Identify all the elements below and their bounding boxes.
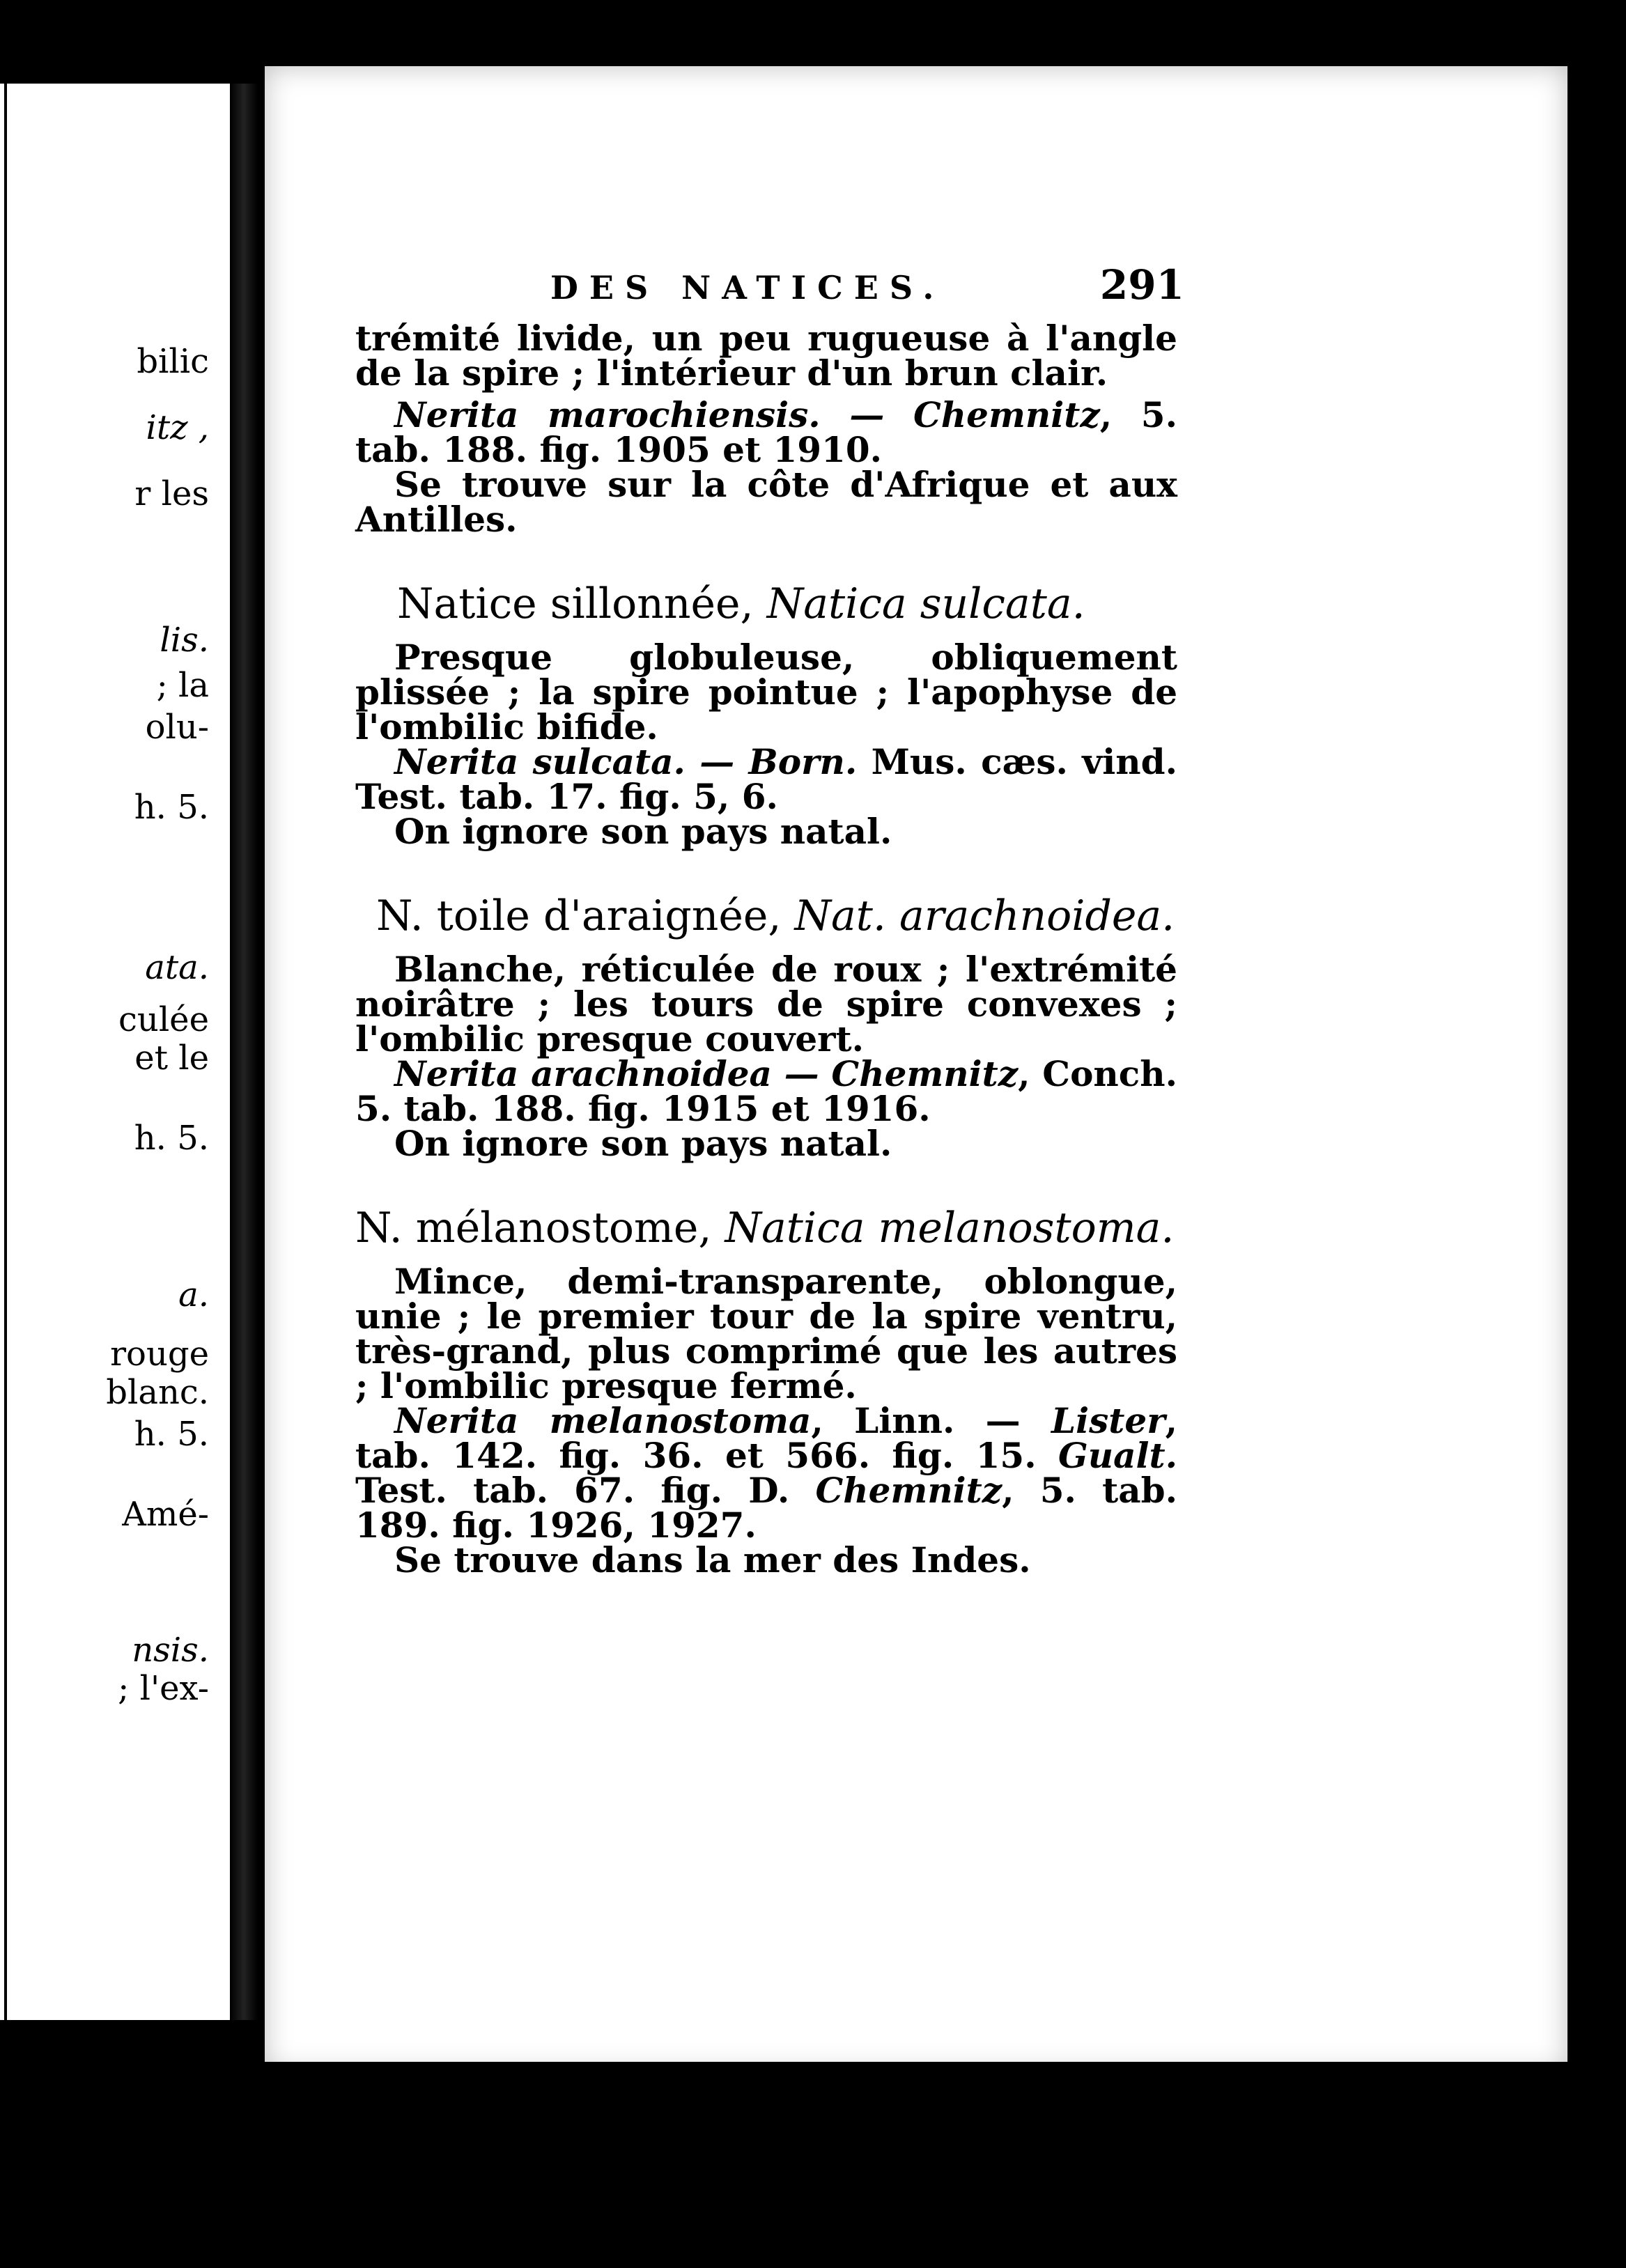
entry-latin-name: Natica melanostoma. [725,1204,1175,1252]
page-text [355,261,1184,1580]
entry-description: Blanche, réticulée de roux ; l'extrémité noirâtre ; les tours de spire convexes ; l'ombilic presque couvert. [355,949,1177,1059]
entry-description: Mince, demi-transparente, oblongue, unie ; le premier tour de la spire ventru, très-grand, plus comprimé que les autres ; l'ombilic presque fermé. [355,1261,1177,1406]
left-fragment: ; l'ex- [118,1669,209,1708]
entry-reference [355,741,1177,817]
continued-reference [355,394,1177,470]
book-page [258,66,1567,2072]
entry-habitat: On ignore son pays natal. [394,1123,892,1164]
entry-heading [355,1204,1177,1252]
reference-italic: Nerita marochiensis. — Chemnitz [394,394,1100,435]
entry-reference [355,1053,1177,1129]
left-fragment: blanc. [106,1373,209,1412]
reference-italic: Nerita arachnoidea — Chemnitz [394,1053,1019,1094]
left-fragment: Amé- [122,1495,209,1534]
page-edge-line [4,84,7,2020]
left-fragment: bilic [137,342,209,381]
left-fragment: itz , [146,408,209,447]
left-fragment: h. 5. [134,788,209,827]
entry-name: Natice sillonnée, [397,580,767,628]
running-title: DES NATICES. [550,269,945,306]
entry-latin-name: Nat. arachnoidea. [794,892,1175,940]
left-fragment: culée [118,1000,209,1039]
reference-italic: Chemnitz [815,1470,1002,1511]
book-gutter [230,84,258,2020]
entry-reference [355,1400,1178,1546]
reference-text: , Linn. — [811,1400,1051,1441]
entry-name: N. mélanostome, [355,1204,725,1252]
page-bottom-edge [258,2062,1567,2073]
left-fragment: r les [134,474,209,513]
reference-text: , 5. tab. 189. fig. 1926, 1927. [355,1470,1178,1546]
left-fragment: h. 5. [134,1119,209,1158]
entry-heading [376,892,1177,940]
left-fragment: rouge [110,1335,209,1374]
page-number: 291 [1099,261,1184,309]
entry-latin-name: Natica sulcata. [766,580,1085,628]
running-head [550,261,1184,309]
reference-text: , 5. tab. 188. fig. 1905 et 1910. [355,394,1177,470]
left-fragment: ata. [145,948,209,987]
entry-heading [397,580,1177,628]
reference-text: Test. tab. 67. fig. D. [355,1470,816,1511]
continued-description: trémité livide, un peu rugueuse à l'angle de la spire ; l'intérieur d'un brun clair. [355,318,1177,394]
entry-name: N. toile d'araignée, [376,892,795,940]
reference-text: , Conch. 5. tab. 188. fig. 1915 et 1916. [355,1053,1177,1129]
reference-italic: Lister [1051,1400,1166,1441]
left-fragment: et le [134,1039,209,1078]
reference-italic: Nerita melanostoma [394,1400,812,1441]
entry-habitat: On ignore son pays natal. [394,811,892,852]
left-fragment: a. [178,1275,209,1314]
reference-text: Mus. cæs. vind. Test. tab. 17. fig. 5, 6. [355,741,1177,817]
continued-habitat: Se trouve sur la côte d'Afrique et aux Antilles. [355,464,1177,540]
left-fragment: olu- [145,708,209,747]
left-fragment: h. 5. [134,1415,209,1454]
entry-habitat: Se trouve dans la mer des Indes. [394,1539,1031,1580]
left-fragment: lis. [160,621,209,660]
left-fragment: nsis. [132,1631,209,1670]
reference-italic: Nerita sulcata. — Born. [394,741,858,782]
previous-page-edge [0,84,230,2020]
entry-description: Presque globuleuse, obliquement plissée ; la spire pointue ; l'apophyse de l'ombilic bifide. [355,637,1177,747]
left-fragment: ; la [156,666,209,705]
reference-italic: Gualt. [1058,1435,1177,1476]
reference-text: , tab. 142. fig. 36. et 566. fig. 15. [355,1400,1177,1476]
